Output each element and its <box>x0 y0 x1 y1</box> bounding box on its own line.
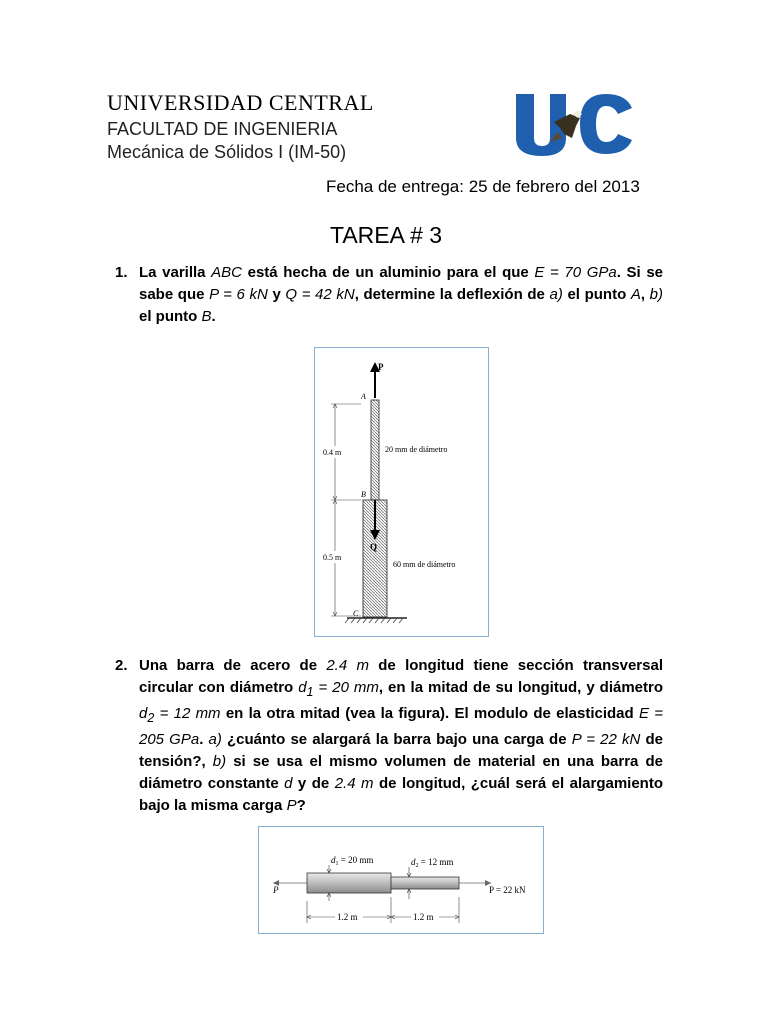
problem-1 <box>115 262 663 328</box>
university-name: UNIVERSIDAD CENTRAL <box>107 90 374 115</box>
d2-label: $d_2 = 12$ mm <box>411 857 454 869</box>
length-lower-label: 0.5 m <box>323 553 342 562</box>
length-left-label: 1.2 m <box>337 912 358 922</box>
due-date: Fecha de entrega: 25 de febrero del 2013 <box>326 177 640 196</box>
point-b-label: B <box>361 490 366 499</box>
problem-text: Una barra de acero de 2.4 m de longitud tiene sección transversal circular con diámetro $d_1 = 20$ mm, en la mitad de su longitud, y diámetro $d_2 = 12$ mm en la otra mitad (vea la figura). El modulo de elasticidad E = 205 GPa. a) ¿cuánto se alargará la barra bajo una carga de P = 22 kN de tensión?, b) si se usa el mismo volumen de material en una barra de diámetro constante d y de 2.4 m de longitud, ¿cuál será el alargamiento bajo la misma carga P? <box>139 657 664 814</box>
diameter-upper-label: 20 mm de diámetro <box>385 445 448 454</box>
length-right-label: 1.2 m <box>413 912 434 922</box>
point-a-label: A <box>361 392 366 401</box>
d1-label: $d_1 = 20$ mm <box>331 855 374 867</box>
small-section <box>391 877 459 889</box>
course-name: Mecánica de Sólidos I (IM-50) <box>107 142 347 162</box>
load-right-label: P = 22 kN <box>489 885 526 895</box>
problem-number: 2. <box>115 657 128 674</box>
problem-text: La varilla ABC está hecha de un aluminio para el que E = 70 GPa. Si se sabe que P = 6 kN y Q = 42 kN, determine la deflexión de a) el punto A, b) el punto B. <box>139 264 664 325</box>
university-logo <box>514 92 634 156</box>
assignment-title: TAREA # 3 <box>330 222 443 248</box>
load-q-label: Q <box>370 542 378 552</box>
point-c-label: C <box>353 609 359 618</box>
problem-number: 1. <box>115 264 128 281</box>
figure-rod-abc <box>314 347 489 637</box>
faculty-name: FACULTAD DE INGENIERIA <box>107 119 338 139</box>
upper-rod <box>371 400 379 500</box>
length-upper-label: 0.4 m <box>323 448 342 457</box>
figure-stepped-bar <box>258 826 544 934</box>
large-section <box>307 873 391 893</box>
load-p-label: P <box>378 362 384 372</box>
problem-2 <box>115 655 663 817</box>
load-left-label: P <box>273 885 279 895</box>
diameter-lower-label: 60 mm de diámetro <box>393 560 456 569</box>
